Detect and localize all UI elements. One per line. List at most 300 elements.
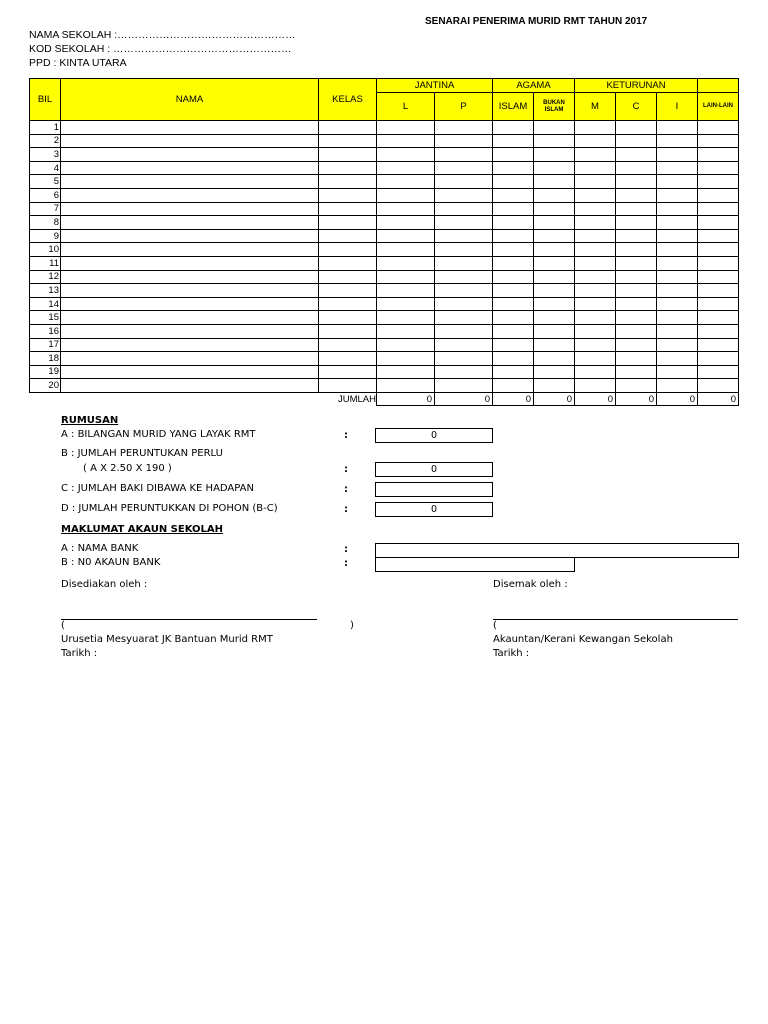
table-cell[interactable] [435,175,493,189]
total-c: 0 [616,392,657,406]
table-cell[interactable] [493,256,534,270]
table-cell[interactable] [377,243,435,257]
table-cell[interactable] [575,121,616,135]
signature-line-left [61,619,317,620]
table-cell[interactable] [493,175,534,189]
row-number: 8 [30,216,61,230]
urusetia-label: Urusetia Mesyuarat JK Bantuan Murid RMT [61,634,273,645]
row-number: 4 [30,161,61,175]
disemak-label: Disemak oleh : [493,579,568,590]
table-cell[interactable] [657,202,698,216]
table-cell[interactable] [435,352,493,366]
table-cell[interactable] [657,270,698,284]
table-row [30,256,739,270]
table-cell[interactable] [377,284,435,298]
table-row [30,379,739,393]
sub-i-header: I [657,93,698,121]
table-cell[interactable] [657,188,698,202]
table-cell[interactable] [534,161,575,175]
table-cell[interactable] [435,188,493,202]
table-cell[interactable] [575,270,616,284]
table-cell[interactable] [319,161,377,175]
table-row [30,365,739,379]
table-row [30,311,739,325]
table-cell[interactable] [616,229,657,243]
table-cell[interactable] [493,243,534,257]
table-cell[interactable] [616,175,657,189]
rumusan-c-value[interactable] [375,482,493,497]
table-cell[interactable] [493,352,534,366]
table-cell[interactable] [616,148,657,162]
table-cell[interactable] [435,202,493,216]
row-number: 1 [30,121,61,135]
table-cell[interactable] [493,216,534,230]
table-cell[interactable] [435,270,493,284]
col-nama-header: NAMA [61,79,319,121]
table-cell[interactable] [319,365,377,379]
table-cell[interactable] [698,229,739,243]
table-cell[interactable] [575,243,616,257]
signature-line-right [493,619,738,620]
table-cell[interactable] [377,324,435,338]
table-cell[interactable] [61,148,319,162]
table-cell[interactable] [657,148,698,162]
table-cell[interactable] [534,324,575,338]
table-cell[interactable] [616,284,657,298]
row-number: 6 [30,188,61,202]
document-title: SENARAI PENERIMA MURID RMT TAHUN 2017 [425,16,648,27]
colon: : [344,558,348,569]
rumusan-d-label: D : JUMLAH PERUNTUKKAN DI POHON (B-C) [61,503,278,514]
table-cell[interactable] [61,311,319,325]
sub-l-header: L [377,93,435,121]
table-row [30,121,739,135]
sub-c-header: C [616,93,657,121]
table-cell[interactable] [61,256,319,270]
table-cell[interactable] [435,243,493,257]
table-cell[interactable] [657,134,698,148]
table-cell[interactable] [534,175,575,189]
table-cell[interactable] [319,270,377,284]
rumusan-a-value[interactable]: 0 [375,428,493,443]
no-akaun-field[interactable] [375,557,575,572]
table-cell[interactable] [319,134,377,148]
table-cell[interactable] [435,324,493,338]
table-cell[interactable] [319,297,377,311]
row-number: 3 [30,148,61,162]
table-cell[interactable] [616,379,657,393]
colon: : [344,430,348,441]
table-cell[interactable] [698,297,739,311]
table-cell[interactable] [319,243,377,257]
table-cell[interactable] [377,188,435,202]
rumusan-b-label: B : JUMLAH PERUNTUKAN PERLU [61,448,223,459]
table-cell[interactable] [377,134,435,148]
table-cell[interactable] [435,121,493,135]
rumusan-heading: RUMUSAN [61,415,119,426]
table-cell[interactable] [377,161,435,175]
table-cell[interactable] [493,311,534,325]
table-cell[interactable] [698,256,739,270]
table-row [30,284,739,298]
table-cell[interactable] [493,202,534,216]
table-cell[interactable] [575,379,616,393]
table-cell[interactable] [534,229,575,243]
table-cell[interactable] [377,216,435,230]
table-cell[interactable] [534,121,575,135]
table-row [30,216,739,230]
nama-bank-label: A : NAMA BANK [61,543,139,554]
ppd-field: PPD : KINTA UTARA [29,57,127,69]
table-cell[interactable] [377,338,435,352]
table-cell[interactable] [534,379,575,393]
table-row [30,202,739,216]
table-cell[interactable] [657,379,698,393]
table-cell[interactable] [435,229,493,243]
table-row [30,324,739,338]
table-cell[interactable] [575,284,616,298]
table-cell[interactable] [493,270,534,284]
table-row [30,338,739,352]
table-cell[interactable] [534,134,575,148]
table-cell[interactable] [377,256,435,270]
table-cell[interactable] [377,229,435,243]
table-cell[interactable] [377,352,435,366]
open-paren-left: ( [61,620,65,631]
table-cell[interactable] [61,324,319,338]
total-islam: 0 [493,392,534,406]
table-cell[interactable] [61,202,319,216]
table-cell[interactable] [534,256,575,270]
table-cell[interactable] [657,352,698,366]
table-cell[interactable] [319,324,377,338]
table-cell[interactable] [377,148,435,162]
table-cell[interactable] [698,338,739,352]
table-cell[interactable] [435,216,493,230]
table-cell[interactable] [61,352,319,366]
table-cell[interactable] [616,188,657,202]
table-cell[interactable] [319,229,377,243]
table-cell[interactable] [698,311,739,325]
table-cell[interactable] [493,324,534,338]
table-cell[interactable] [61,284,319,298]
row-number: 14 [30,297,61,311]
row-number: 11 [30,256,61,270]
table-cell[interactable] [319,188,377,202]
table-cell[interactable] [657,121,698,135]
disediakan-label: Disediakan oleh : [61,579,148,590]
sub-p-header: P [435,93,493,121]
nama-bank-field[interactable] [375,543,739,558]
table-cell[interactable] [493,229,534,243]
table-row [30,229,739,243]
table-cell[interactable] [698,324,739,338]
table-cell[interactable] [493,134,534,148]
table-cell[interactable] [575,297,616,311]
table-cell[interactable] [493,379,534,393]
table-cell[interactable] [657,311,698,325]
table-cell[interactable] [319,352,377,366]
table-cell[interactable] [698,379,739,393]
row-number: 2 [30,134,61,148]
table-cell[interactable] [377,297,435,311]
table-cell[interactable] [435,379,493,393]
table-cell[interactable] [534,148,575,162]
table-row [30,161,739,175]
table-cell[interactable] [657,243,698,257]
kod-sekolah-field: KOD SEKOLAH : …………………………………………… [29,43,292,55]
table-row [30,243,739,257]
table-cell[interactable] [616,202,657,216]
table-cell[interactable] [657,229,698,243]
table-cell[interactable] [534,216,575,230]
table-cell[interactable] [575,229,616,243]
table-cell[interactable] [616,161,657,175]
table-cell[interactable] [575,161,616,175]
table-cell[interactable] [435,284,493,298]
table-cell[interactable] [575,134,616,148]
table-cell[interactable] [493,121,534,135]
tarikh-left: Tarikh : [61,648,98,659]
col-bil-header: BIL [30,79,61,121]
table-cell[interactable] [319,202,377,216]
row-number: 5 [30,175,61,189]
table-cell[interactable] [575,188,616,202]
table-cell[interactable] [534,188,575,202]
table-cell[interactable] [575,352,616,366]
table-cell[interactable] [616,270,657,284]
row-number: 7 [30,202,61,216]
table-cell[interactable] [61,338,319,352]
table-cell[interactable] [377,175,435,189]
colon: : [344,504,348,515]
table-cell[interactable] [319,338,377,352]
rumusan-d-value[interactable]: 0 [375,502,493,517]
rumusan-a-label: A : BILANGAN MURID YANG LAYAK RMT [61,429,256,440]
table-cell[interactable] [575,338,616,352]
table-cell[interactable] [616,134,657,148]
table-cell[interactable] [698,216,739,230]
table-cell[interactable] [61,161,319,175]
table-cell[interactable] [657,256,698,270]
table-cell[interactable] [61,379,319,393]
row-number: 19 [30,365,61,379]
agama-group-header: AGAMA [493,79,575,93]
table-cell[interactable] [616,297,657,311]
table-cell[interactable] [657,338,698,352]
table-cell[interactable] [616,256,657,270]
colon: : [344,544,348,555]
table-cell[interactable] [657,324,698,338]
table-cell[interactable] [698,284,739,298]
colon: : [344,484,348,495]
row-number: 16 [30,324,61,338]
table-cell[interactable] [435,365,493,379]
table-cell[interactable] [616,352,657,366]
table-cell[interactable] [534,270,575,284]
recipients-table [29,78,739,406]
table-cell[interactable] [493,148,534,162]
table-cell[interactable] [616,243,657,257]
table-row [30,352,739,366]
sub-lain-header: LAIN-LAIN [698,93,739,121]
table-cell[interactable] [698,121,739,135]
table-cell[interactable] [575,175,616,189]
rumusan-b-formula: ( A X 2.50 X 190 ) [83,463,172,474]
table-cell[interactable] [435,256,493,270]
row-number: 18 [30,352,61,366]
table-cell[interactable] [493,284,534,298]
table-cell[interactable] [657,284,698,298]
table-cell[interactable] [575,148,616,162]
table-cell[interactable] [319,284,377,298]
table-cell[interactable] [698,365,739,379]
table-cell[interactable] [61,188,319,202]
table-cell[interactable] [61,121,319,135]
table-cell[interactable] [616,338,657,352]
table-cell[interactable] [377,365,435,379]
table-cell[interactable] [657,161,698,175]
row-number: 20 [30,379,61,393]
table-cell[interactable] [319,379,377,393]
table-cell[interactable] [319,311,377,325]
table-row [30,148,739,162]
table-cell[interactable] [616,121,657,135]
table-row [30,175,739,189]
table-cell[interactable] [534,338,575,352]
jantina-group-header: JANTINA [377,79,493,93]
table-cell[interactable] [698,134,739,148]
row-number: 12 [30,270,61,284]
table-cell[interactable] [61,243,319,257]
close-paren-left: ) [350,620,354,631]
table-cell[interactable] [435,148,493,162]
table-cell[interactable] [377,202,435,216]
table-cell[interactable] [493,188,534,202]
table-cell[interactable] [698,352,739,366]
table-cell[interactable] [534,365,575,379]
row-number: 13 [30,284,61,298]
akauntan-label: Akauntan/Kerani Kewangan Sekolah [493,634,673,645]
table-cell[interactable] [493,297,534,311]
table-cell[interactable] [575,202,616,216]
table-cell[interactable] [657,297,698,311]
table-cell[interactable] [616,311,657,325]
table-cell[interactable] [534,311,575,325]
total-i: 0 [657,392,698,406]
table-cell[interactable] [534,202,575,216]
table-cell[interactable] [435,134,493,148]
table-cell[interactable] [319,121,377,135]
total-m: 0 [575,392,616,406]
table-cell[interactable] [61,175,319,189]
table-cell[interactable] [698,243,739,257]
table-cell[interactable] [657,216,698,230]
table-cell[interactable] [575,216,616,230]
table-cell[interactable] [657,365,698,379]
total-l: 0 [377,392,435,406]
rumusan-b-value[interactable]: 0 [375,462,493,477]
table-cell[interactable] [616,216,657,230]
rumusan-c-label: C : JUMLAH BAKI DIBAWA KE HADAPAN [61,483,254,494]
table-cell[interactable] [435,338,493,352]
total-bukan-islam: 0 [534,392,575,406]
table-cell[interactable] [534,243,575,257]
table-cell[interactable] [698,148,739,162]
nama-sekolah-field: NAMA SEKOLAH :…………………………………………… [29,29,296,41]
table-cell[interactable] [575,256,616,270]
row-number: 17 [30,338,61,352]
col-kelas-header: KELAS [319,79,377,121]
table-cell[interactable] [657,175,698,189]
table-cell[interactable] [534,352,575,366]
total-p: 0 [435,392,493,406]
table-row [30,188,739,202]
table-cell[interactable] [319,216,377,230]
table-cell[interactable] [493,365,534,379]
table-row [30,270,739,284]
table-cell[interactable] [61,270,319,284]
table-cell[interactable] [435,297,493,311]
table-cell[interactable] [319,148,377,162]
table-cell[interactable] [377,121,435,135]
table-cell[interactable] [493,161,534,175]
table-cell[interactable] [698,161,739,175]
table-cell[interactable] [377,379,435,393]
row-number: 15 [30,311,61,325]
table-cell[interactable] [698,270,739,284]
table-cell[interactable] [435,311,493,325]
table-cell[interactable] [319,175,377,189]
table-cell[interactable] [319,256,377,270]
table-cell[interactable] [377,270,435,284]
open-paren-right: ( [493,620,497,631]
sub-islam-header: ISLAM [493,93,534,121]
table-cell[interactable] [377,311,435,325]
table-cell[interactable] [575,324,616,338]
tarikh-right: Tarikh : [493,648,530,659]
jumlah-label: JUMLAH [337,393,376,405]
table-cell[interactable] [61,134,319,148]
table-cell[interactable] [698,188,739,202]
no-akaun-label: B : N0 AKAUN BANK [61,557,161,568]
table-cell[interactable] [616,324,657,338]
table-cell[interactable] [61,297,319,311]
sub-m-header: M [575,93,616,121]
colon: : [344,464,348,475]
table-cell[interactable] [61,229,319,243]
table-cell[interactable] [435,161,493,175]
sub-bukan-islam-header: BUKAN ISLAM [534,93,575,121]
table-cell[interactable] [575,365,616,379]
total-lain: 0 [698,392,739,406]
table-cell[interactable] [575,311,616,325]
keturunan-group-header: KETURUNAN [575,79,698,93]
table-cell[interactable] [61,365,319,379]
table-cell[interactable] [616,365,657,379]
table-cell[interactable] [534,297,575,311]
table-row [30,134,739,148]
row-number: 10 [30,243,61,257]
table-cell[interactable] [534,284,575,298]
table-cell[interactable] [698,175,739,189]
table-cell[interactable] [493,338,534,352]
akaun-heading: MAKLUMAT AKAUN SEKOLAH [61,524,223,535]
row-number: 9 [30,229,61,243]
table-cell[interactable] [698,202,739,216]
table-cell[interactable] [61,216,319,230]
blank-header [698,79,739,93]
